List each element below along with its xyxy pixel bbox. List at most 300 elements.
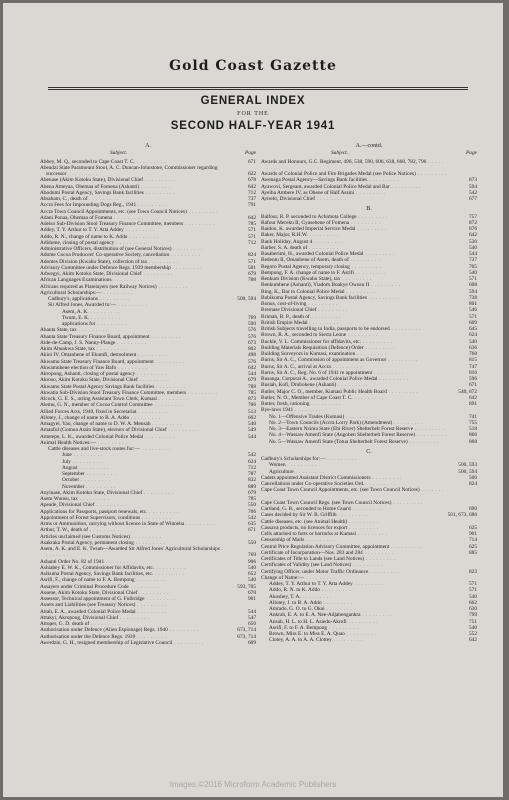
entry-page: 769 bbox=[247, 552, 256, 559]
entry-subject: Benkum Division (Kwahu State), tax . . . bbox=[261, 276, 447, 282]
entry-list bbox=[40, 159, 256, 647]
entry-page: 549 bbox=[247, 427, 256, 434]
entry-subject: Assets and Liabilities (see Treasury Notices) . . . bbox=[40, 602, 226, 608]
entry-subject: Baidoo, K. awarded Imperial Service Medal . . . bbox=[261, 226, 447, 232]
entry-subject: Ashanti Order No. 82 of 1941 . . . bbox=[40, 559, 226, 565]
entry-subject: Cattle diseases, etc. (see Animal Health) . . . bbox=[261, 519, 447, 525]
entry-subject: Agriculture . . . bbox=[261, 469, 447, 475]
entry-subject: Aide-de-Camp, J. S. Nanny-Plange . . . bbox=[40, 340, 226, 346]
entry-page: 679 bbox=[247, 489, 256, 496]
entry-subject: Asrifi, F., change of name to F. A. Bempong . . . bbox=[40, 577, 226, 583]
entry-subject: June . . . bbox=[40, 452, 226, 458]
entry-subject: Sir Alfred Jones, Awarded to:— . . . bbox=[40, 302, 226, 308]
entry-subject: Ansah, H. L. to H. L. Asiedu-Akrofi . . . bbox=[261, 619, 447, 625]
entry-subject: Women . . . bbox=[261, 462, 447, 468]
entry-subject: Benkumhene (Ashanti), Yiadom Boakye Owusu II . . . bbox=[261, 282, 447, 288]
entry-subject: Basaberimi, H., awarded Colonial Police Medal . . . bbox=[261, 251, 447, 257]
entry-page: 622 bbox=[247, 171, 256, 177]
entry-page: 747 bbox=[468, 363, 477, 370]
entry-subject: Brown, R. A., seconded to Sierra Leone . . . bbox=[261, 332, 447, 338]
entry-page: 550 bbox=[247, 502, 256, 509]
entry-subject: Animal Health Notices:— . . . bbox=[40, 440, 226, 446]
entry-page: 671 bbox=[247, 527, 256, 534]
entry-page: 542 bbox=[468, 189, 477, 196]
entry-subject: Busanga, Corporal A., awarded Colonial Police Medal . . . bbox=[261, 376, 447, 382]
entry-subject: Apeade, Divisional Chief . . . bbox=[40, 502, 226, 508]
entry-subject: Adeiso Sub-Division Stool Treasury Finance Committee, members . . . bbox=[40, 221, 226, 227]
entry-subject: Administrative Officers, distribution of (see General Notices) . . . bbox=[40, 246, 226, 252]
index-entry bbox=[261, 487, 477, 500]
entry-page: 712 bbox=[247, 464, 256, 471]
entry-page: 642 bbox=[247, 183, 256, 190]
entry-subject: Burns, Sir A. C., arrival at Accra . . . bbox=[261, 364, 447, 370]
entry-page: 571 bbox=[247, 258, 256, 265]
entry-subject: Assessor, Technical appointment of G. Fulbridge . . . bbox=[40, 596, 226, 602]
entry-page: 673, 714 bbox=[237, 627, 256, 634]
entry-subject: Adontes Division (Kwahu State), collection of tax . . . bbox=[40, 259, 226, 265]
index-entry bbox=[40, 546, 256, 559]
entry-subject: Bye-laws 1941 . . . bbox=[261, 407, 447, 413]
entry-page: 513 bbox=[247, 408, 256, 415]
entry-subject: Cadbury's Scholarships for:— . . . bbox=[261, 456, 447, 462]
entry-page: 652 bbox=[247, 571, 256, 577]
entry-subject: Butler, Major C. O., member, Kumasi Public Health Board . . . bbox=[261, 389, 447, 395]
entry-page: 788 bbox=[247, 277, 256, 284]
entry-subject: Busiah, Kofi, Drobohene (Ashanti) . . . bbox=[261, 382, 447, 388]
entry-page: 678 bbox=[247, 177, 256, 184]
entry-page: 757 bbox=[468, 213, 477, 220]
page-label: Page bbox=[466, 150, 477, 157]
entry-subject: Brown, Miss E. to Miss E. A. Quao . . . bbox=[261, 631, 447, 637]
section-letter: B. bbox=[366, 206, 372, 213]
entry-subject: Adome Cocoa Producers' Co-operative Society, cancellation . . . bbox=[40, 252, 226, 258]
entry-page: 550 bbox=[247, 539, 256, 546]
entry-page: 832 bbox=[247, 477, 256, 484]
entry-subject: Cancellations under Co-operative Societies Ord. . . . bbox=[261, 481, 447, 487]
entry-subject: Arms or Ammunition, carrying without licence in State of Winneba . . . bbox=[40, 521, 226, 527]
entry-subject: Cells attached to forts or barracks at Kumasi . . . bbox=[261, 531, 447, 537]
entry-subject: Bafour Mereku II, Gyasehene of Fomena . . . bbox=[261, 220, 447, 226]
entry-page: 769 bbox=[247, 314, 256, 321]
entry-subject: November . . . bbox=[40, 484, 226, 490]
entry-page: 609 bbox=[247, 639, 256, 646]
entry-page: 785 bbox=[247, 221, 256, 227]
section-letter: A.—contd. bbox=[355, 143, 383, 149]
entry-subject: Ankrah, E. A. to E. A. Nee-Adjabengankra . . . bbox=[261, 612, 447, 618]
entry-page: 891 bbox=[468, 401, 477, 407]
entry-page: 901 bbox=[468, 531, 477, 537]
entry-subject: Bonus, cost-of-living . . . bbox=[261, 301, 447, 307]
entry-subject: Twum, E. K. . . . bbox=[40, 315, 226, 321]
entry-subject: Authorisation under the Defence Regs. 1939 . . . bbox=[40, 634, 226, 640]
entry-subject: Bempong, F. A. change of name to F. Asrifi . . . bbox=[261, 270, 447, 276]
entry-page: 540 bbox=[468, 269, 477, 276]
entry-page: 571 bbox=[247, 233, 256, 240]
entry-subject: British Empire Medal . . . bbox=[261, 320, 447, 326]
index-entry bbox=[261, 196, 477, 202]
entry-page: 546 bbox=[468, 307, 477, 314]
entry-subject: Awerdzie, G. H., resigned membership of Legislative Council . . . bbox=[40, 640, 226, 646]
entry-subject: Addey, T. Y. Arthur to T. Y. Atta Addey . . . bbox=[261, 581, 447, 587]
index-entry bbox=[40, 165, 256, 178]
entry-page: 815 bbox=[468, 357, 477, 364]
entry-page: 642 bbox=[247, 214, 256, 221]
entry-subject: Bank Holiday, August 4 . . . bbox=[261, 239, 447, 245]
entry-page: 824 bbox=[468, 481, 477, 487]
entry-subject: Cartland, G. B., seconded to Home Guard . . . bbox=[261, 506, 447, 512]
entry-page: 571 bbox=[247, 227, 256, 234]
entry-subject: September . . . bbox=[40, 471, 226, 477]
entry-page: 540 bbox=[468, 244, 477, 251]
entry-page: 876 bbox=[468, 226, 477, 232]
entry-subject: Adidome, closing of postal agency . . . bbox=[40, 240, 226, 246]
entry-page: 799 bbox=[468, 612, 477, 619]
entry-page: 705 bbox=[468, 263, 477, 270]
entry-subject: Alemu, G. N., member of Cocoa Control Committee . . . bbox=[40, 402, 226, 408]
entry-page: 755 bbox=[468, 419, 477, 426]
entry-subject: No. 5—Wassaw Amenfi State (Totua Shelterbelt Forest Reserve) . . . bbox=[261, 439, 447, 445]
entry-subject: Africans required as Platelayers (see Railway Notices) . . . bbox=[40, 284, 226, 290]
entry-subject: Buckle, V. L. Commissioner for affidavits, etc. . . . bbox=[261, 339, 447, 345]
entry-subject: Bobikuma Postal Agency, Savings Bank facilities . . . bbox=[261, 295, 447, 301]
entry-page: 816 bbox=[468, 369, 477, 376]
gazette-page bbox=[3, 3, 503, 797]
entry-page: 738 bbox=[468, 294, 477, 301]
entry-page: 576 bbox=[247, 327, 256, 334]
entry-page: 679 bbox=[247, 377, 256, 384]
entry-subject: Cape Coast Town Council Appointments, etc. (see Town Council Notices) . . . bbox=[261, 487, 447, 500]
entry-subject: No. 3—Eastern Nzima State (Ebi River) Shelterbelt Forest Reserve . . . bbox=[261, 426, 447, 432]
entry-subject: Accra Fees for Impounding Dogs Reg., 1941 . . . bbox=[40, 202, 226, 208]
entry-page: 642 bbox=[247, 364, 256, 371]
entry-subject: Central Price Regulation Advisory Committee, appointment . . . bbox=[261, 544, 447, 550]
entry-page: 906 bbox=[247, 558, 256, 565]
entry-page: 594 bbox=[468, 183, 477, 190]
entry-page: 868 bbox=[468, 438, 477, 445]
entry-subject: Addo, R. N., change of name to K. Addo . . . bbox=[40, 234, 226, 240]
entry-subject: Certificates of Validity (see Land Notices) . . . bbox=[261, 562, 447, 568]
page-label: Page bbox=[245, 150, 256, 157]
entry-subject: Censorship of Mails . . . bbox=[261, 537, 447, 543]
entry-subject: Akwamu State Treasury Finance Board, appointment . . . bbox=[40, 359, 226, 365]
entry-page: 590 bbox=[247, 321, 256, 327]
entry-page: 576 bbox=[247, 358, 256, 365]
entry-subject: Ayirebi, Divisional Chief . . . bbox=[261, 196, 447, 202]
entry-subject: Attah, E. A., awarded Colonial Police Medal . . . bbox=[40, 609, 226, 615]
entry-page: 873 bbox=[247, 396, 256, 402]
entry-subject: Abraham, C., death of . . . bbox=[40, 196, 226, 202]
entry-page: 542 bbox=[247, 452, 256, 459]
entry-subject: Ayeiba Ambere IV, as Ohene of Half Assini . . . bbox=[261, 190, 447, 196]
entry-page: 712 bbox=[247, 239, 256, 246]
entry-page: 712 bbox=[247, 189, 256, 196]
entry-page: 673, 714 bbox=[237, 633, 256, 640]
entry-subject: Barber, S. A. death of . . . bbox=[261, 245, 447, 251]
rule bbox=[48, 87, 468, 88]
entry-page: 500, 594 bbox=[458, 468, 477, 475]
entry-subject: Asem, A. K. and E. K. Twum—Awarded Sir Alfred Jones' Agricultural Scholarships . . . bbox=[40, 546, 226, 559]
entry-list bbox=[261, 159, 477, 203]
entry-page: 609 bbox=[468, 319, 477, 326]
entry-subject: Balfour, R. P. seconded to Achimota College . . . bbox=[261, 214, 447, 220]
entry-page: 662 bbox=[468, 599, 477, 606]
entry-subject: Ahanta State, tax . . . bbox=[40, 327, 226, 333]
entry-subject: Adani Ponaa, Ohemaa of Fomena . . . bbox=[40, 215, 226, 221]
entry-subject: Assayers under Criminal Procedure Code . . . bbox=[40, 584, 226, 590]
entry-page: 636 bbox=[468, 344, 477, 351]
entry-page: 571 bbox=[468, 587, 477, 594]
index-entry bbox=[261, 637, 477, 643]
entry-page: 635 bbox=[247, 521, 256, 527]
entry-subject: Ametepe, L. K., awarded Colonial Police Medal . . . bbox=[40, 434, 226, 440]
entry-page: 518 bbox=[468, 426, 477, 432]
entry-page: 650 bbox=[247, 621, 256, 627]
entry-page: 540 bbox=[468, 338, 477, 345]
entry-page: 690 bbox=[468, 506, 477, 512]
entry-page: 706 bbox=[247, 508, 256, 515]
for-the-label: FOR THE bbox=[237, 111, 269, 117]
entry-page: 642 bbox=[468, 637, 477, 644]
entry-page: 624 bbox=[468, 332, 477, 339]
entry-page: 544 bbox=[468, 251, 477, 257]
entry-page: 787 bbox=[247, 471, 256, 477]
entry-page: 501 bbox=[247, 264, 256, 271]
entry-subject: Abodumi Postal Agency, Savings Bank facilities . . . bbox=[40, 190, 226, 196]
entry-page: 625 bbox=[468, 543, 477, 550]
left-column bbox=[40, 143, 256, 771]
entry-subject: Burns, Sir A. C., Commission of appointment as Governor . . . bbox=[261, 357, 447, 363]
entry-subject: Brimah, B. P., death of . . . bbox=[261, 314, 447, 320]
entry-subject: Allied Forces Acts, 1940, fixed in Secretariat . . . bbox=[40, 409, 226, 415]
entry-subject: Ashiabey E. W. K., Commissioner for Affidavits, etc. . . . bbox=[40, 565, 226, 571]
entry-page: 885 bbox=[468, 549, 477, 556]
entry-page: 751 bbox=[468, 618, 477, 625]
entry-subject: Cadbury's, applications . . . bbox=[40, 296, 226, 302]
entry-subject: Asakraka Postal Agency, permanent closing . . . bbox=[40, 540, 226, 546]
entry-subject: Akim Abuakwa State, tax . . . bbox=[40, 346, 226, 352]
right-column bbox=[261, 143, 477, 771]
entry-subject: Certificates of Title to Lands (see Land Notices) . . . bbox=[261, 556, 447, 562]
entry-page: 785 bbox=[247, 496, 256, 502]
entry-subject: Begoro Postal Agency, temporary closing . . . bbox=[261, 264, 447, 270]
subject-label: Subject. bbox=[110, 150, 128, 157]
entry-subject: October . . . bbox=[40, 477, 226, 483]
entry-page: 500 bbox=[468, 474, 477, 481]
entry-subject: Ayawovi, Sergeant, awarded Colonial Police Medal and Bar . . . bbox=[261, 184, 447, 190]
entry-subject: No. 4—Wassaw Amenfi State (Angoben Shelterbelt Forest Reserve) . . . bbox=[261, 432, 447, 438]
entry-page: 673 bbox=[247, 339, 256, 346]
entry-subject: Asem, A. K. . . . bbox=[40, 309, 226, 315]
entry-subject: Akini IV, Omanhene of Ekumfi, destoolment . . . bbox=[40, 352, 226, 358]
entry-page: 540 bbox=[247, 577, 256, 584]
entry-subject: No. 1—Offensive Trades (Kumasi) . . . bbox=[261, 414, 447, 420]
entry-page: 542 bbox=[247, 514, 256, 521]
entry-subject: Articles unclaimed (see Customs Notices) . . . bbox=[40, 534, 226, 540]
entry-subject: Assene, Akim Kotoku State, Divisional Chief . . . bbox=[40, 590, 226, 596]
entry-page: 671 bbox=[247, 158, 256, 165]
entry-subject: Akwatia Sub-Division Stool Treasury Finance Committee, members . . . bbox=[40, 390, 226, 396]
entry-page: 768 bbox=[468, 351, 477, 357]
entry-page: 714 bbox=[468, 537, 477, 544]
entry-page: 645 bbox=[468, 326, 477, 332]
entry-subject: Akropong, Ashanti, closing of postal agency . . . bbox=[40, 371, 226, 377]
column-header bbox=[261, 150, 477, 156]
entry-page: 866 bbox=[468, 432, 477, 439]
entry-page: 706 bbox=[247, 402, 256, 409]
entry-page: 671 bbox=[468, 382, 477, 389]
entry-subject: Alcock, G. E. S., acting Assistant Town Clerk, Kumasi . . . bbox=[40, 396, 226, 402]
entry-subject: Abbey, M. Q., seconded to Cape Coast T. C. . . . bbox=[40, 159, 226, 165]
entry-subject: Ahanta State Treasury Finance Board, appointment . . . bbox=[40, 334, 226, 340]
entry-subject: Cases decided by Sir W. B. Griffith . . . bbox=[261, 512, 447, 518]
entry-subject: Addo, R. N. to K. Addo . . . bbox=[261, 587, 447, 593]
entry-subject: Arthur, T. W., death of . . . bbox=[40, 527, 226, 533]
entry-subject: Cassava products, no licences for export . . . bbox=[261, 525, 447, 531]
entry-page: 540, 872 bbox=[458, 388, 477, 395]
entry-subject: No. 2—Town Councils (Accra Lorry Park) (Amendment) . . . bbox=[261, 420, 447, 426]
entry-page: 625 bbox=[468, 524, 477, 531]
entry-page: 500, 594 bbox=[237, 296, 256, 302]
entry-page: 571 bbox=[468, 313, 477, 320]
entry-subject: Attoper, G. D. death of . . . bbox=[40, 621, 226, 627]
entry-page: 576 bbox=[247, 333, 256, 340]
entry-subject: Akroso, Akim Kotoku State, Divisional Chief . . . bbox=[40, 377, 226, 383]
entry-subject: Butler, N. O., Member of Cape Coast T. C. . . . bbox=[261, 395, 447, 401]
entry-page: 571 bbox=[468, 276, 477, 282]
entry-subject: Agricultural Scholarships:— . . . bbox=[40, 290, 226, 296]
entry-subject: Akwamu State Postal Agency Savings Bank facilities . . . bbox=[40, 384, 226, 390]
entry-page: 544 bbox=[247, 371, 256, 377]
entry-subject: Akoshey, T. A. . . . bbox=[261, 594, 447, 600]
entry-subject: Abena Ameyaa, Ohemaa of Fomena (Ashanti) . . . bbox=[40, 184, 226, 190]
entry-page: 802 bbox=[247, 346, 256, 352]
entry-page: 677 bbox=[468, 196, 477, 202]
entry-subject: Akwamuhene election of Yaw Bafo . . . bbox=[40, 365, 226, 371]
entry-page: 498 bbox=[247, 352, 256, 359]
entry-subject: British Subjects travelling to India, passports to be endorsed . . . bbox=[261, 326, 447, 332]
entry-subject: Accra Town Council Appointments, etc. (see Town Council Notices) . . . bbox=[40, 209, 226, 215]
entry-subject: Applications for Passports, passport renewals, etc. . . . bbox=[40, 509, 226, 515]
entry-page: 540 bbox=[468, 593, 477, 600]
entry-subject: applications for . . . bbox=[40, 321, 226, 327]
entry-page: 741 bbox=[468, 413, 477, 420]
entry-page: 679 bbox=[247, 271, 256, 277]
entry-page: 501, 673, 686 bbox=[447, 512, 477, 519]
entry-page: 540 bbox=[468, 624, 477, 631]
period-title: SECOND HALF-YEAR 1941 bbox=[170, 120, 336, 132]
entry-page: 662 bbox=[247, 414, 256, 421]
entry-subject: July . . . bbox=[40, 459, 226, 465]
entry-page: 594 bbox=[468, 288, 477, 295]
entry-page: 678 bbox=[247, 589, 256, 596]
entry-page: 540 bbox=[247, 564, 256, 571]
entry-subject: Amagyei, Yao, change of name to D. W. A. Mensah . . . bbox=[40, 421, 226, 427]
entry-subject: Clotey, A. A. to A. A. Clottey . . . bbox=[261, 637, 447, 643]
entry-page: 596 bbox=[468, 376, 477, 382]
index-entry bbox=[261, 159, 477, 172]
entry-subject: Allotey, J., change of name to B. A. Addo . . . bbox=[40, 415, 226, 421]
entry-subject: Abeadzi State Paramount Stool, A. C. Duncan-Johnstone, Commissioner regarding successor . . . bbox=[40, 165, 226, 178]
entry-page: 608 bbox=[468, 282, 477, 289]
entry-subject: Anyinase, Akim Kotoku State, Divisional Chief . . . bbox=[40, 490, 226, 496]
entry-subject: Bremase Divisional Chief . . . bbox=[261, 307, 447, 313]
entry-subject: Attakyi, Akropong, Divisional Chief . . . bbox=[40, 615, 226, 621]
entry-subject: Addey, T. Y. Arthur to T. Y. Atta Addey . . . bbox=[40, 227, 226, 233]
index-entry bbox=[261, 439, 477, 445]
entry-page: 547 bbox=[247, 614, 256, 621]
entry-subject: Appointment of Forest Supervisors, conditions . . . bbox=[40, 515, 226, 521]
rule bbox=[48, 89, 468, 90]
entry-subject: Baker, Major, R.H.W. . . . bbox=[261, 232, 447, 238]
entry-subject: Bedentu II, Omanhene of Asem, death of . . . bbox=[261, 257, 447, 263]
watermark: Images ©2016 Microform Academic Publishers bbox=[169, 780, 337, 789]
entry-subject: Allotey, J. to B. A. Addo . . . bbox=[261, 600, 447, 606]
entry-page: 824 bbox=[247, 252, 256, 259]
entry-subject: Awards and Honours, G.C. Regiment, 496, 538, 590, 606, 638, 668, 782, 796 . . . bbox=[261, 159, 447, 172]
entry-subject: Butter, fresh, rationing . . . bbox=[261, 401, 447, 407]
entry-page: 544 bbox=[247, 433, 256, 440]
entry-page: 788 bbox=[247, 383, 256, 390]
column-header bbox=[40, 150, 256, 156]
entry-page: 823 bbox=[468, 568, 477, 575]
entry-page: 500, 593 bbox=[458, 462, 477, 469]
entry-subject: Bing, K., Bar to Colonial Police Medal . . . bbox=[261, 289, 447, 295]
entry-subject: Abenase (Akim Kotoku State), Divisional Chief . . . bbox=[40, 177, 226, 183]
entry-list bbox=[261, 456, 477, 644]
entry-subject: Burns, Sir A. C., Reg. No. 6 of 1941 re appointment . . . bbox=[261, 370, 447, 376]
entry-subject: Cape Coast Town Council Regs. (see Town Council Notices) . . . bbox=[261, 500, 447, 506]
entry-page: 873 bbox=[468, 177, 477, 184]
index-title: GENERAL INDEX bbox=[200, 95, 306, 107]
entry-subject: Change of Name:— . . . bbox=[261, 575, 447, 581]
entry-page: 530 bbox=[468, 238, 477, 245]
entry-page: 901 bbox=[247, 596, 256, 602]
entry-subject: Certifying Officer, under Motor Traffic Ordinance . . . bbox=[261, 569, 447, 575]
entry-page: 571 bbox=[468, 581, 477, 587]
entry-page: 642 bbox=[468, 394, 477, 401]
entry-page: 785 bbox=[247, 389, 256, 396]
entry-page: 544 bbox=[247, 608, 256, 615]
entry-subject: Advisory Committee under Defence Regs. 1939 membership . . . bbox=[40, 265, 226, 271]
entry-page: 801 bbox=[468, 301, 477, 307]
section-letter: C. bbox=[366, 448, 372, 455]
index-entry bbox=[40, 640, 256, 646]
entry-page: 642 bbox=[468, 232, 477, 239]
entry-subject: Amanful (Gomoa Assin State), electors of Divisional Chief . . . bbox=[40, 427, 226, 433]
entry-subject: Certificate of Incorporation—Nos. 283 and 284 . . . bbox=[261, 550, 447, 556]
entry-subject: Asem Wunsu, tax . . . bbox=[40, 496, 226, 502]
entry-page: 737 bbox=[468, 257, 477, 264]
entry-subject: Asrifi, F. to F. A. Bempong . . . bbox=[261, 625, 447, 631]
entry-subject: Amrado, G. O. to G. Okai . . . bbox=[261, 606, 447, 612]
entry-subject: Asikuma Postal Agency, Savings Bank facilities, etc. . . . bbox=[40, 571, 226, 577]
entry-subject: Cattle diseases and live-stock routes for:— . . . bbox=[40, 446, 226, 452]
entry-subject: African Languages Examinations . . . bbox=[40, 277, 226, 283]
subject-label: Subject. bbox=[331, 150, 349, 157]
masthead: Gold Coast Gazette bbox=[169, 58, 337, 74]
entry-subject: Awards of Colonial Police and Fire Brigades Medal (see Police Notices) . . . bbox=[261, 171, 447, 177]
entry-subject: Building Surveyors in Kumasi, examination . . . bbox=[261, 351, 447, 357]
entry-subject: Cadets appointed Assistant District Commissioners . . . bbox=[261, 475, 447, 481]
entry-page: 737 bbox=[247, 196, 256, 202]
entry-page: 593, 705 bbox=[237, 583, 256, 590]
entry-page: 791 bbox=[247, 202, 256, 209]
entry-subject: Authorisation under Defence (Alien Espionage) Regs. 1940 . . . bbox=[40, 627, 226, 633]
section-letter: A. bbox=[145, 143, 151, 149]
entry-page: 624 bbox=[247, 458, 256, 465]
entry-subject: Building Materials Requisition (Defence) Order . . . bbox=[261, 345, 447, 351]
entry-subject: Awenaga Postal Agency—Savings Bank facilities . . . bbox=[261, 177, 447, 183]
